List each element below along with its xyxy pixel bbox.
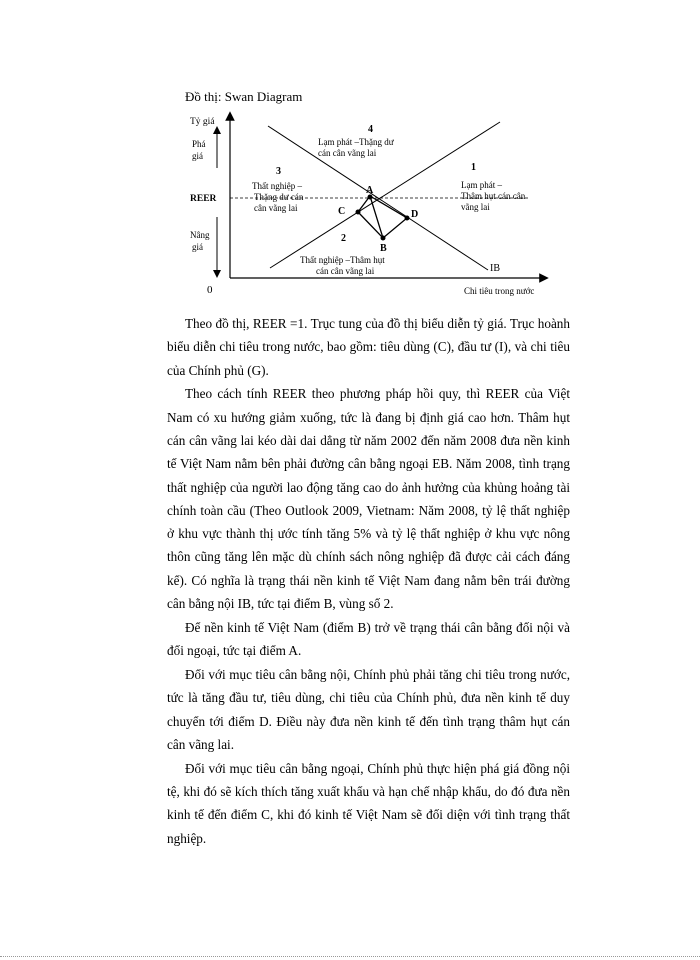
point-c-label: C bbox=[338, 206, 346, 217]
zone-4-number: 4 bbox=[368, 124, 373, 135]
point-b-label: B bbox=[380, 243, 387, 254]
point-d-label: D bbox=[411, 209, 419, 220]
y-phagia-2: giá bbox=[192, 151, 203, 161]
x-axis-title: Chi tiêu trong nước bbox=[464, 286, 535, 296]
figure-caption: Đồ thị: Swan Diagram bbox=[185, 89, 303, 104]
paragraph: Theo đồ thị, REER =1. Trục tung của đồ thị biểu diễn tỷ giá. Trục hoành biểu diễn chi tiêu trong nước, bao gồm: tiêu dùng (C), đầu tư (I), và chi tiêu của Chính phủ (G). bbox=[167, 316, 570, 378]
point-d bbox=[405, 216, 410, 221]
point-a-label: A bbox=[366, 185, 374, 196]
zone-2-number: 2 bbox=[341, 233, 346, 244]
zone-4-line-1: Lạm phát –Thặng dư bbox=[318, 137, 394, 147]
zone-3-line-3: cân vãng lai bbox=[254, 203, 298, 213]
paragraph: Đối với mục tiêu cân bằng ngoại, Chính phủ thực hiện phá giá đồng nội tệ, khi đó sẽ kích thích tăng xuất khẩu và hạn chế nhập khẩu, do đó đưa nền kinh tế đến điểm C, khi đó kinh tế Việt Nam sẽ đối diện với tình trạng thất nghiệp. bbox=[167, 760, 570, 846]
y-nanggia-2: giá bbox=[192, 242, 203, 252]
zone-2-line-2: cán cân vãng lai bbox=[316, 266, 375, 276]
paragraph: Theo cách tính REER theo phương pháp hồi quy, thì REER của Việt Nam có xu hướng giảm xuống, tức là đang bị định giá cao hơn. Thâm hụt cán cân vãng lai kéo dài dai dẳng từ năm 2002 đến năm 2008 đưa nền kinh tế Việt Nam nằm bên phải đường cân bằng ngoại EB. Năm 2008, tình trạng thất nghiệp của người lao động tăng cao do ảnh hưởng của khủng hoảng tài chính toàn cầu (Theo Outlook 2009, Vietnam: Năm 2008, tỷ lệ thất nghiệp ở khu vực thành thị ước tính tăng 5% và tỷ lệ thất nghiệp ở khu vực nông thôn cũng tăng lên mặc dù chính sách nông nghiệp đã được cải cách đáng kể). Có nghĩa là trạng thái nền kinh tế Việt Nam đang nằm bên trái đường cân bằng nội IB, tức tại điểm B, vùng số 2. bbox=[167, 386, 570, 612]
swan-diagram bbox=[170, 110, 560, 300]
zone-4-line-2: cán cân vãng lai bbox=[318, 148, 377, 158]
page-bottom-divider bbox=[0, 956, 700, 957]
point-c bbox=[356, 210, 361, 215]
zone-1-line-2: Thâm hụt cán cân bbox=[461, 191, 526, 201]
ib-label: IB bbox=[490, 263, 500, 274]
zone-3-line-2: Thặng dư cán bbox=[254, 192, 304, 202]
adjustment-path bbox=[370, 196, 407, 238]
y-phagia-1: Phá bbox=[192, 139, 206, 149]
paragraph: Đối với mục tiêu cân bằng nội, Chính phủ phải tăng chi tiêu trong nước, tức là tăng đầu tư, tiêu dùng, chi tiêu của Chính phủ, đưa nền kinh tế duy chuyển tới điểm D. Điều này đưa nền kinh tế đến tình trạng thâm hụt cán cân vãng lai. bbox=[167, 666, 570, 752]
zone-3-line-1: Thất nghiệp – bbox=[252, 181, 302, 191]
zone-1-number: 1 bbox=[471, 162, 476, 173]
paragraph: Để nền kinh tế Việt Nam (điểm B) trở về trạng thái cân bằng đối nội và đối ngoại, tức tại điểm A. bbox=[167, 619, 570, 659]
body-text bbox=[167, 312, 570, 850]
zone-2-line-1: Thất nghiệp –Thâm hụt bbox=[300, 255, 385, 265]
y-axis-title: Tỷ giá bbox=[190, 117, 215, 127]
reer-label: REER bbox=[190, 194, 217, 204]
zone-3-number: 3 bbox=[276, 166, 281, 177]
zone-1-line-1: Lạm phát – bbox=[461, 180, 502, 190]
origin-label: 0 bbox=[207, 284, 213, 296]
y-nanggia-1: Nâng bbox=[190, 230, 210, 240]
point-b bbox=[381, 236, 386, 241]
zone-1-line-3: vãng lai bbox=[461, 202, 490, 212]
